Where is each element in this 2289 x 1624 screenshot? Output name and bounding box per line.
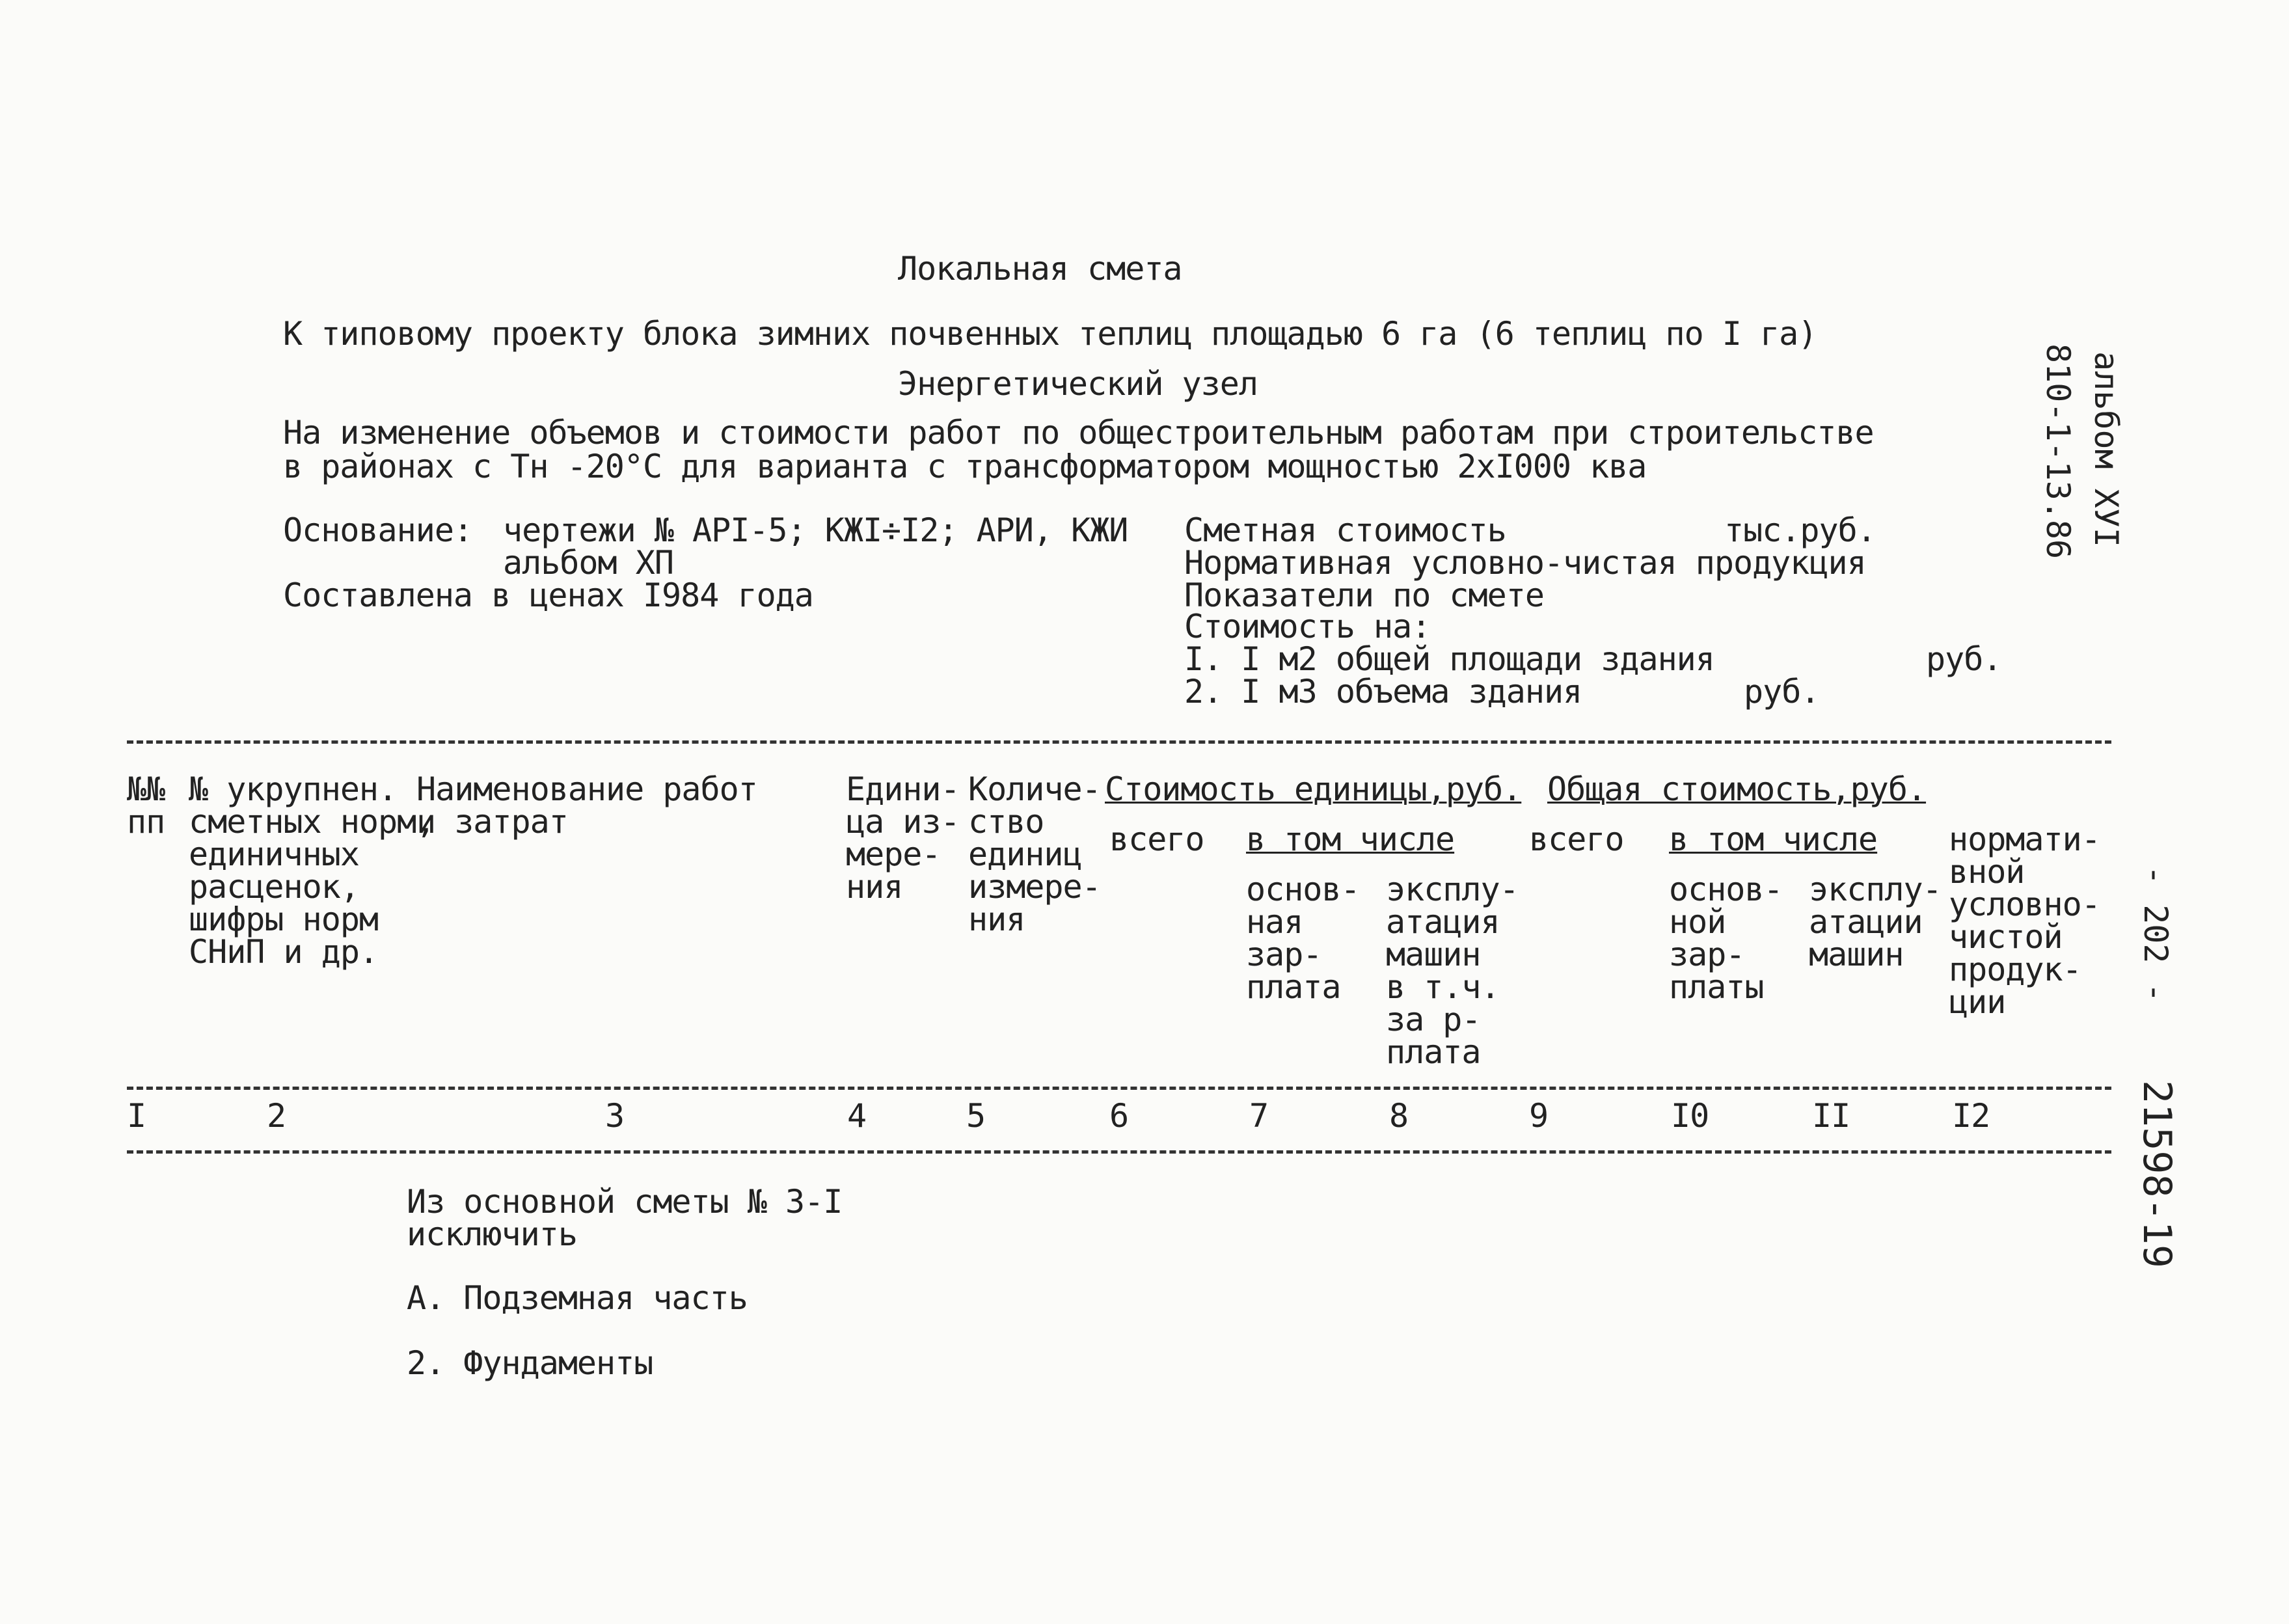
body-line-1: Из основной сметы № 3-I bbox=[407, 1183, 843, 1221]
col-4-header: Едини- ца из- мере- ния bbox=[846, 770, 960, 906]
estimate-cost-unit: тыс.руб. bbox=[1724, 511, 1876, 549]
purpose-line-2: в районах с Тн -20°С для варианта с трансформатором мощностью 2хI000 ква bbox=[283, 448, 1647, 485]
basis-drawings: чертежи № АРI-5; КЖI÷I2; АРИ, КЖИ bbox=[503, 511, 1128, 549]
total-cost-header: Общая стоимость,руб. bbox=[1547, 770, 1927, 808]
estimate-indicators: Показатели по смете bbox=[1184, 576, 1544, 614]
margin-page: - 202 - bbox=[2137, 865, 2174, 1003]
estimate-cost: Сметная стоимость bbox=[1184, 511, 1506, 549]
col-number-10: I0 bbox=[1671, 1097, 1709, 1135]
col-number-5: 5 bbox=[966, 1097, 986, 1135]
estimate-per-m2: I. I м2 общей площади здания bbox=[1184, 640, 1714, 678]
col-3-header: Наименование работ и затрат bbox=[416, 770, 757, 841]
col-number-4: 4 bbox=[847, 1097, 867, 1135]
col-number-3: 3 bbox=[605, 1097, 625, 1135]
unit-cost-header: Стоимость единицы,руб. bbox=[1105, 770, 1522, 808]
basis-label: Основание: bbox=[283, 511, 473, 549]
in-that-total-header: в том числе bbox=[1669, 820, 1878, 858]
purpose-line-1: На изменение объемов и стоимости работ по общестроительным работам при строительстве bbox=[283, 414, 1874, 452]
body-line-2: исключить bbox=[407, 1215, 577, 1253]
subsection-title: 2. Фундаменты bbox=[407, 1344, 653, 1382]
col-10-header: основ- ной зар- платы bbox=[1669, 871, 1783, 1006]
basis-album: альбом XП bbox=[503, 544, 673, 582]
col-number-11: II bbox=[1812, 1097, 1850, 1135]
margin-doc-number: 21598-19 bbox=[2134, 1080, 2180, 1268]
estimate-per-m2-unit: руб. bbox=[1926, 640, 2002, 678]
col-7-header: основ- ная зар- плата bbox=[1246, 871, 1360, 1006]
margin-code: 810-1-13.86 bbox=[2039, 344, 2077, 560]
estimate-cost-per: Стоимость на: bbox=[1184, 608, 1431, 645]
col-number-9: 9 bbox=[1529, 1097, 1549, 1135]
object-title: Энергетический узел bbox=[898, 365, 1258, 403]
col-number-8: 8 bbox=[1389, 1097, 1409, 1135]
document-title: Локальная смета bbox=[898, 250, 1182, 288]
in-that-unit-header: в том числе bbox=[1246, 820, 1455, 858]
margin-album: альбом XУI bbox=[2087, 351, 2125, 548]
number-row-bottom-rule bbox=[127, 1150, 2111, 1154]
col-1-header: №№ пп bbox=[127, 770, 165, 841]
prices-year: Составлена в ценах I984 года bbox=[283, 576, 813, 614]
col-number-12: I2 bbox=[1952, 1097, 1990, 1135]
col-11-header: эксплу- атации машин bbox=[1809, 871, 1942, 973]
number-row-top-rule bbox=[127, 1087, 2111, 1090]
col-5-header: Количе- ство единиц измере- ния bbox=[968, 770, 1101, 938]
table-top-rule bbox=[127, 740, 2111, 744]
col-number-2: 2 bbox=[267, 1097, 286, 1135]
estimate-per-m3: 2. I м3 объема здания bbox=[1184, 673, 1582, 710]
col-number-7: 7 bbox=[1249, 1097, 1269, 1135]
col-8-header: эксплу- атация машин в т.ч. за р- плата bbox=[1386, 871, 1519, 1071]
col-6-header: всего bbox=[1109, 820, 1204, 858]
col-12-header: нормати- вной условно- чистой продук- ции bbox=[1949, 820, 2100, 1021]
col-9-header: всего bbox=[1529, 820, 1624, 858]
section-title: А. Подземная часть bbox=[407, 1279, 748, 1317]
col-number-6: 6 bbox=[1109, 1097, 1129, 1135]
estimate-normative: Нормативная условно-чистая продукция bbox=[1184, 544, 1866, 582]
col-number-1: I bbox=[127, 1097, 146, 1135]
project-title: К типовому проекту блока зимних почвенных теплиц площадью 6 га (6 теплиц по I га) bbox=[283, 315, 1817, 353]
estimate-per-m3-unit: руб. bbox=[1744, 673, 1820, 710]
col-2-header: № укрупнен. сметных норм, единичных расценок, шифры норм СНиП и др. bbox=[189, 770, 435, 971]
